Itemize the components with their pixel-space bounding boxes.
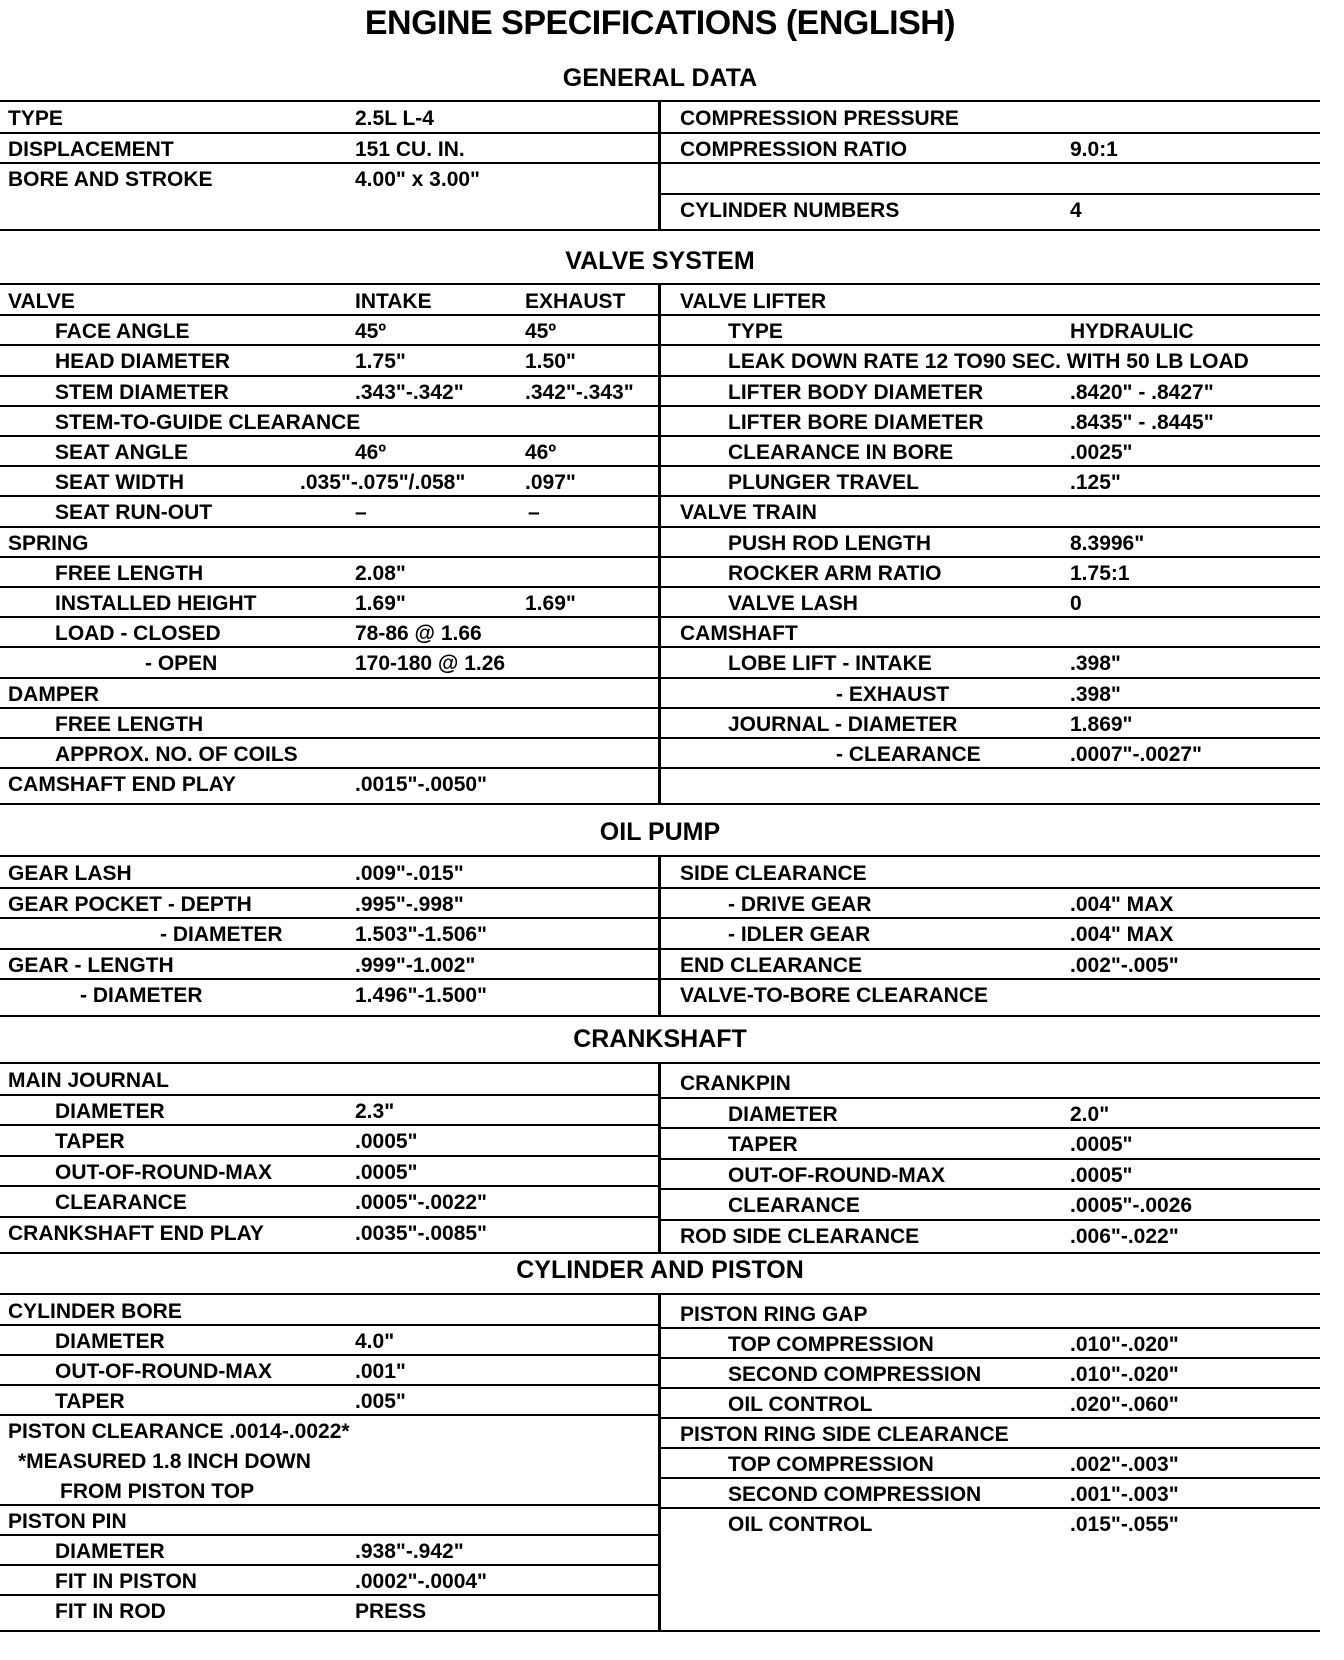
row-rule	[658, 948, 1320, 950]
spec-label: CRANKPIN	[680, 1072, 791, 1095]
section-bottom-rule	[0, 1015, 1320, 1017]
section-bottom-rule	[0, 1630, 1320, 1632]
spec-label: FREE LENGTH	[55, 561, 204, 585]
spec-value: .0007"-.0027"	[1070, 743, 1203, 766]
row-rule	[658, 978, 1320, 980]
column-divider	[658, 855, 661, 1015]
spec-label: DAMPER	[8, 682, 100, 706]
section-title: VALVE SYSTEM	[565, 247, 755, 275]
spec-value: .035"-.075"/.058"	[300, 471, 466, 495]
spec-value: .0005"	[355, 1130, 418, 1153]
spec-label: - DIAMETER	[160, 923, 283, 946]
spec-value: .0005"	[1070, 1133, 1133, 1156]
spec-value: .004" MAX	[1070, 923, 1174, 946]
spec-label: CLEARANCE	[55, 1191, 187, 1214]
row-rule	[658, 162, 1320, 164]
spec-label: PUSH ROD LENGTH	[728, 531, 932, 555]
spec-value: .015"-.055"	[1070, 1513, 1179, 1536]
spec-label: LIFTER BORE DIAMETER	[728, 410, 984, 434]
spec-label: ROCKER ARM RATIO	[728, 561, 942, 585]
spec-label: VALVE LIFTER	[680, 290, 827, 313]
row-rule	[658, 465, 1320, 467]
spec-value: .0005"	[355, 1160, 418, 1184]
row-rule	[658, 1387, 1320, 1389]
row-rule	[658, 435, 1320, 437]
row-rule	[658, 1507, 1320, 1509]
row-rule	[658, 616, 1320, 618]
row-rule	[0, 1504, 658, 1506]
spec-value: 4	[1070, 198, 1082, 222]
spec-label: CAMSHAFT END PLAY	[8, 773, 236, 797]
spec-value: 170-180 @ 1.26	[355, 652, 506, 676]
spec-value: .938"-.942"	[355, 1540, 464, 1563]
spec-label: TOP COMPRESSION	[728, 1453, 934, 1476]
spec-label: - IDLER GEAR	[728, 923, 871, 946]
spec-value: INTAKE	[355, 290, 432, 313]
row-rule	[0, 1216, 658, 1218]
row-rule	[0, 767, 658, 769]
row-rule	[0, 314, 658, 316]
spec-value-exhaust: –	[528, 501, 540, 525]
row-rule	[658, 707, 1320, 709]
spec-label: GEAR LASH	[8, 862, 132, 885]
spec-value-exhaust: 46º	[525, 441, 557, 464]
row-rule	[0, 887, 658, 889]
section-bottom-rule	[0, 803, 1320, 805]
spec-value: 1.503"-1.506"	[355, 923, 488, 946]
row-rule	[0, 1185, 658, 1187]
row-rule	[658, 1417, 1320, 1419]
column-divider	[658, 283, 661, 803]
row-rule	[0, 1564, 658, 1566]
spec-value: 2.5L L-4	[355, 107, 434, 130]
row-rule	[0, 1414, 658, 1416]
row-rule	[0, 677, 658, 679]
spec-label: VALVE-TO-BORE CLEARANCE	[680, 984, 989, 1007]
spec-value: .002"-.003"	[1070, 1453, 1179, 1476]
row-rule	[0, 405, 658, 407]
spec-value: .010"-.020"	[1070, 1333, 1179, 1356]
row-rule	[658, 405, 1320, 407]
row-rule	[0, 556, 658, 558]
spec-value-exhaust: EXHAUST	[525, 290, 626, 313]
row-rule	[0, 375, 658, 377]
spec-value: 1.69"	[355, 592, 406, 615]
row-rule	[658, 737, 1320, 739]
row-rule	[0, 1534, 658, 1536]
row-rule	[658, 887, 1320, 889]
row-rule	[658, 344, 1320, 346]
row-rule	[0, 917, 658, 919]
spec-label: JOURNAL - DIAMETER	[728, 712, 958, 736]
spec-value: 8.3996"	[1070, 531, 1145, 555]
spec-value: .0005"	[1070, 1163, 1133, 1187]
spec-value: .0025"	[1070, 441, 1133, 464]
spec-value: 2.0"	[1070, 1102, 1110, 1126]
spec-label: VALVE LASH	[728, 592, 858, 615]
spec-label: LOBE LIFT - INTAKE	[728, 652, 932, 676]
spec-label: SECOND COMPRESSION	[728, 1483, 982, 1506]
row-rule	[0, 737, 658, 739]
row-rule	[658, 1447, 1320, 1449]
spec-label: SEAT ANGLE	[55, 441, 189, 464]
spec-label: PISTON RING SIDE CLEARANCE	[680, 1423, 1009, 1446]
spec-label: SPRING	[8, 531, 89, 555]
row-rule	[658, 1188, 1320, 1190]
spec-value-exhaust: .342"-.343"	[525, 380, 634, 404]
spec-label: GEAR POCKET - DEPTH	[8, 892, 252, 916]
row-rule	[0, 1124, 658, 1126]
row-rule	[0, 616, 658, 618]
row-rule	[658, 526, 1320, 528]
spec-label: - DIAMETER	[80, 984, 203, 1007]
row-rule	[658, 646, 1320, 648]
row-rule	[0, 1155, 658, 1157]
spec-value: 2.3"	[355, 1099, 395, 1123]
spec-label: CLEARANCE IN BORE	[728, 441, 954, 464]
spec-value: .0035"-.0085"	[355, 1221, 488, 1245]
spec-label: CRANKSHAFT END PLAY	[8, 1221, 264, 1245]
spec-value: .001"	[355, 1360, 406, 1383]
spec-label: FACE ANGLE	[55, 320, 190, 344]
row-rule	[658, 132, 1320, 134]
spec-value: 46º	[355, 441, 387, 464]
spec-label: STEM DIAMETER	[55, 380, 229, 404]
spec-label: SIDE CLEARANCE	[680, 862, 867, 885]
spec-label: TAPER	[55, 1130, 125, 1153]
spec-label: TAPER	[55, 1390, 125, 1413]
spec-label: APPROX. NO. OF COILS	[55, 743, 298, 766]
spec-value: 151 CU. IN.	[355, 137, 465, 161]
column-divider	[658, 100, 661, 229]
spec-value: .002"-.005"	[1070, 953, 1179, 977]
spec-label: FROM PISTON TOP	[60, 1480, 255, 1503]
spec-label: DIAMETER	[55, 1330, 165, 1353]
spec-label: PISTON RING GAP	[680, 1303, 868, 1326]
spec-value: 4.00" x 3.00"	[355, 168, 481, 191]
spec-label: DIAMETER	[55, 1540, 165, 1563]
spec-label: CYLINDER BORE	[8, 1300, 182, 1323]
spec-value: 1.869"	[1070, 712, 1133, 736]
spec-label: DIAMETER	[55, 1099, 165, 1123]
row-rule	[658, 193, 1320, 195]
spec-value-exhaust: 45º	[525, 320, 557, 344]
spec-value: .8420" - .8427"	[1070, 380, 1214, 404]
row-rule	[0, 948, 658, 950]
spec-value: .005"	[355, 1390, 406, 1413]
row-rule	[658, 677, 1320, 679]
row-rule	[0, 1354, 658, 1356]
page-title: ENGINE SPECIFICATIONS (ENGLISH)	[364, 4, 956, 42]
spec-value: .0005"-.0026	[1070, 1194, 1193, 1217]
spec-label: BORE AND STROKE	[8, 168, 213, 191]
row-rule	[658, 556, 1320, 558]
spec-value: 2.08"	[355, 561, 406, 585]
spec-value: 0	[1070, 592, 1082, 615]
spec-label: TOP COMPRESSION	[728, 1333, 934, 1356]
spec-value: .0002"-.0004"	[355, 1570, 488, 1593]
row-rule	[658, 1097, 1320, 1099]
spec-value-exhaust: .097"	[525, 471, 576, 495]
spec-value: .0015"-.0050"	[355, 773, 488, 797]
spec-value: .8435" - .8445"	[1070, 410, 1214, 434]
row-rule	[0, 1384, 658, 1386]
spec-value: .006"-.022"	[1070, 1224, 1179, 1248]
spec-value: .001"-.003"	[1070, 1483, 1179, 1506]
section-title: CYLINDER AND PISTON	[516, 1256, 804, 1284]
column-divider	[658, 1293, 661, 1630]
spec-label: CYLINDER NUMBERS	[680, 198, 900, 222]
section-bottom-rule	[0, 1252, 1320, 1254]
row-rule	[658, 1158, 1320, 1160]
spec-value: .999"-1.002"	[355, 953, 476, 977]
row-rule	[0, 1094, 658, 1096]
spec-label: SEAT RUN-OUT	[55, 501, 213, 525]
spec-value: –	[355, 501, 367, 525]
spec-label: COMPRESSION RATIO	[680, 137, 908, 161]
spec-label: LEAK DOWN RATE 12 TO90 SEC. WITH 50 LB LOAD	[728, 350, 1249, 374]
row-rule	[0, 978, 658, 980]
row-rule	[0, 132, 658, 134]
spec-value: 4.0"	[355, 1330, 395, 1353]
row-rule	[658, 1127, 1320, 1129]
spec-value: .020"-.060"	[1070, 1393, 1179, 1416]
spec-label: TYPE	[8, 107, 63, 130]
spec-label: PISTON CLEARANCE .0014-.0022*	[8, 1420, 350, 1443]
row-rule	[0, 646, 658, 648]
row-rule	[658, 917, 1320, 919]
row-rule	[658, 1219, 1320, 1221]
row-rule	[658, 314, 1320, 316]
spec-label: STEM-TO-GUIDE CLEARANCE	[55, 410, 361, 434]
spec-label: OIL CONTROL	[728, 1513, 873, 1536]
row-rule	[0, 435, 658, 437]
row-rule	[0, 495, 658, 497]
spec-value: HYDRAULIC	[1070, 320, 1194, 344]
spec-value: .343"-.342"	[355, 380, 464, 404]
spec-label: COMPRESSION PRESSURE	[680, 107, 959, 130]
row-rule	[658, 495, 1320, 497]
spec-label: OIL CONTROL	[728, 1393, 873, 1416]
spec-value: .010"-.020"	[1070, 1363, 1179, 1386]
spec-label: CAMSHAFT	[680, 622, 798, 646]
spec-label: OUT-OF-ROUND-MAX	[728, 1163, 945, 1187]
row-rule	[0, 465, 658, 467]
row-rule	[0, 1324, 658, 1326]
spec-label: - OPEN	[145, 652, 218, 676]
section-bottom-rule	[0, 229, 1320, 231]
row-rule	[658, 1477, 1320, 1479]
spec-label: FIT IN PISTON	[55, 1570, 197, 1593]
spec-value: .0005"-.0022"	[355, 1191, 488, 1214]
spec-label: GEAR - LENGTH	[8, 953, 174, 977]
spec-value: .995"-.998"	[355, 892, 464, 916]
spec-value-exhaust: 1.69"	[525, 592, 576, 615]
row-rule	[658, 1327, 1320, 1329]
spec-label: OUT-OF-ROUND-MAX	[55, 1160, 272, 1184]
spec-value: 1.75"	[355, 350, 406, 374]
spec-label: FREE LENGTH	[55, 712, 204, 736]
spec-value: 45º	[355, 320, 387, 344]
spec-label: CLEARANCE	[728, 1194, 860, 1217]
spec-value: .004" MAX	[1070, 892, 1174, 916]
spec-label: SECOND COMPRESSION	[728, 1363, 982, 1386]
spec-value-exhaust: 1.50"	[525, 350, 576, 374]
row-rule	[0, 344, 658, 346]
spec-value: .009"-.015"	[355, 862, 464, 885]
spec-label: VALVE	[8, 290, 75, 313]
spec-label: LOAD - CLOSED	[55, 622, 221, 646]
spec-value: 1.75:1	[1070, 561, 1130, 585]
row-rule	[658, 767, 1320, 769]
spec-label: HEAD DIAMETER	[55, 350, 231, 374]
spec-value: .125"	[1070, 471, 1121, 495]
row-rule	[0, 586, 658, 588]
row-rule	[658, 375, 1320, 377]
spec-label: FIT IN ROD	[55, 1600, 166, 1623]
spec-value: 9.0:1	[1070, 137, 1118, 161]
section-title: GENERAL DATA	[562, 64, 758, 92]
spec-label: LIFTER BODY DIAMETER	[728, 380, 984, 404]
spec-label: MAIN JOURNAL	[8, 1069, 169, 1092]
section-title: CRANKSHAFT	[573, 1025, 747, 1053]
spec-label: OUT-OF-ROUND-MAX	[55, 1360, 272, 1383]
spec-label: PISTON PIN	[8, 1510, 127, 1533]
spec-label: ROD SIDE CLEARANCE	[680, 1224, 920, 1248]
spec-value: 1.496"-1.500"	[355, 984, 488, 1007]
row-rule	[0, 707, 658, 709]
spec-value: .398"	[1070, 682, 1121, 706]
spec-label: - DRIVE GEAR	[728, 892, 872, 916]
spec-value: .398"	[1070, 652, 1121, 676]
spec-label: TAPER	[728, 1133, 798, 1156]
spec-label: VALVE TRAIN	[680, 501, 817, 525]
spec-label: DIAMETER	[728, 1102, 838, 1126]
spec-label: *MEASURED 1.8 INCH DOWN	[18, 1450, 311, 1473]
spec-label: SEAT WIDTH	[55, 471, 185, 495]
spec-label: END CLEARANCE	[680, 953, 863, 977]
row-rule	[0, 1594, 658, 1596]
spec-label: INSTALLED HEIGHT	[55, 592, 257, 615]
spec-label: - CLEARANCE	[836, 743, 981, 766]
spec-label: DISPLACEMENT	[8, 137, 174, 161]
section-title: OIL PUMP	[599, 818, 721, 846]
spec-label: - EXHAUST	[836, 682, 950, 706]
spec-label: PLUNGER TRAVEL	[728, 471, 919, 495]
row-rule	[0, 526, 658, 528]
spec-value: 78-86 @ 1.66	[355, 622, 482, 646]
row-rule	[658, 1357, 1320, 1359]
row-rule	[0, 162, 658, 164]
spec-value: PRESS	[355, 1600, 427, 1623]
row-rule	[658, 586, 1320, 588]
spec-label: TYPE	[728, 320, 783, 344]
